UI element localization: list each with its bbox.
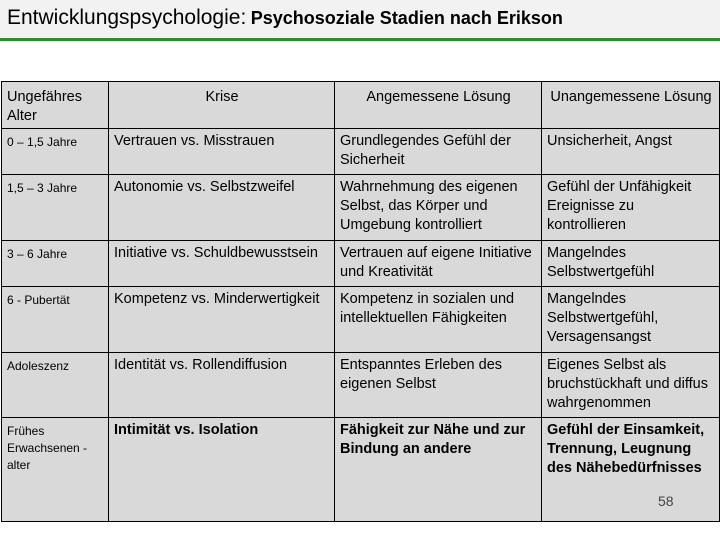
table-header-row bbox=[2, 82, 720, 129]
cell-age: 3 – 6 Jahre bbox=[2, 241, 109, 287]
table-row bbox=[2, 241, 720, 287]
slide-title bbox=[7, 6, 563, 30]
cell-crisis: Vertrauen vs. Misstrauen bbox=[109, 129, 335, 175]
cell-age: Frühes Erwachsenen -alter bbox=[2, 418, 109, 522]
cell-age: 0 – 1,5 Jahre bbox=[2, 129, 109, 175]
cell-inappropriate: Unsicherheit, Angst bbox=[542, 129, 720, 175]
slide-title-sub: Psychosoziale Stadien nach Erikson bbox=[250, 8, 563, 28]
cell-crisis: Intimität vs. Isolation bbox=[109, 418, 335, 522]
cell-appropriate: Grundlegendes Gefühl der Sicherheit bbox=[335, 129, 542, 175]
cell-age: 6 - Pubertät bbox=[2, 287, 109, 353]
cell-inappropriate: Mangelndes Selbstwertgefühl bbox=[542, 241, 720, 287]
header-crisis: Krise bbox=[109, 82, 335, 129]
cell-inappropriate: Eigenes Selbst als bruchstückhaft und diffus wahrgenommen bbox=[542, 353, 720, 418]
cell-age: 1,5 – 3 Jahre bbox=[2, 175, 109, 241]
header-age: Ungefähres Alter bbox=[2, 82, 109, 129]
table-row bbox=[2, 287, 720, 353]
cell-inappropriate: Mangelndes Selbstwertgefühl, Versagensangst bbox=[542, 287, 720, 353]
erikson-stages-table bbox=[1, 81, 720, 522]
page-number: 58 bbox=[658, 493, 674, 509]
title-underline bbox=[0, 38, 720, 41]
cell-appropriate: Kompetenz in sozialen und intellektuellen Fähigkeiten bbox=[335, 287, 542, 353]
slide-title-main: Entwicklungspsychologie: bbox=[7, 6, 247, 29]
cell-appropriate: Vertrauen auf eigene Initiative und Kreativität bbox=[335, 241, 542, 287]
header-inappropriate-solution: Unangemessene Lösung bbox=[542, 82, 720, 129]
cell-age: Adoleszenz bbox=[2, 353, 109, 418]
cell-inappropriate: Gefühl der Unfähigkeit Ereignisse zu kontrollieren bbox=[542, 175, 720, 241]
table-row bbox=[2, 353, 720, 418]
title-bar bbox=[0, 0, 720, 42]
erikson-table-container bbox=[1, 81, 719, 522]
header-appropriate-solution: Angemessene Lösung bbox=[335, 82, 542, 129]
cell-appropriate: Wahrnehmung des eigenen Selbst, das Körper und Umgebung kontrolliert bbox=[335, 175, 542, 241]
cell-crisis: Initiative vs. Schuldbewusstsein bbox=[109, 241, 335, 287]
cell-crisis: Autonomie vs. Selbstzweifel bbox=[109, 175, 335, 241]
table-row bbox=[2, 175, 720, 241]
table-row bbox=[2, 129, 720, 175]
cell-appropriate: Entspanntes Erleben des eigenen Selbst bbox=[335, 353, 542, 418]
cell-appropriate: Fähigkeit zur Nähe und zur Bindung an andere bbox=[335, 418, 542, 522]
cell-crisis: Identität vs. Rollendiffusion bbox=[109, 353, 335, 418]
cell-crisis: Kompetenz vs. Minderwertigkeit bbox=[109, 287, 335, 353]
cell-inappropriate: Gefühl der Einsamkeit, Trennung, Leugnung des Nähebedürfnisses bbox=[542, 418, 720, 522]
table-row bbox=[2, 418, 720, 522]
